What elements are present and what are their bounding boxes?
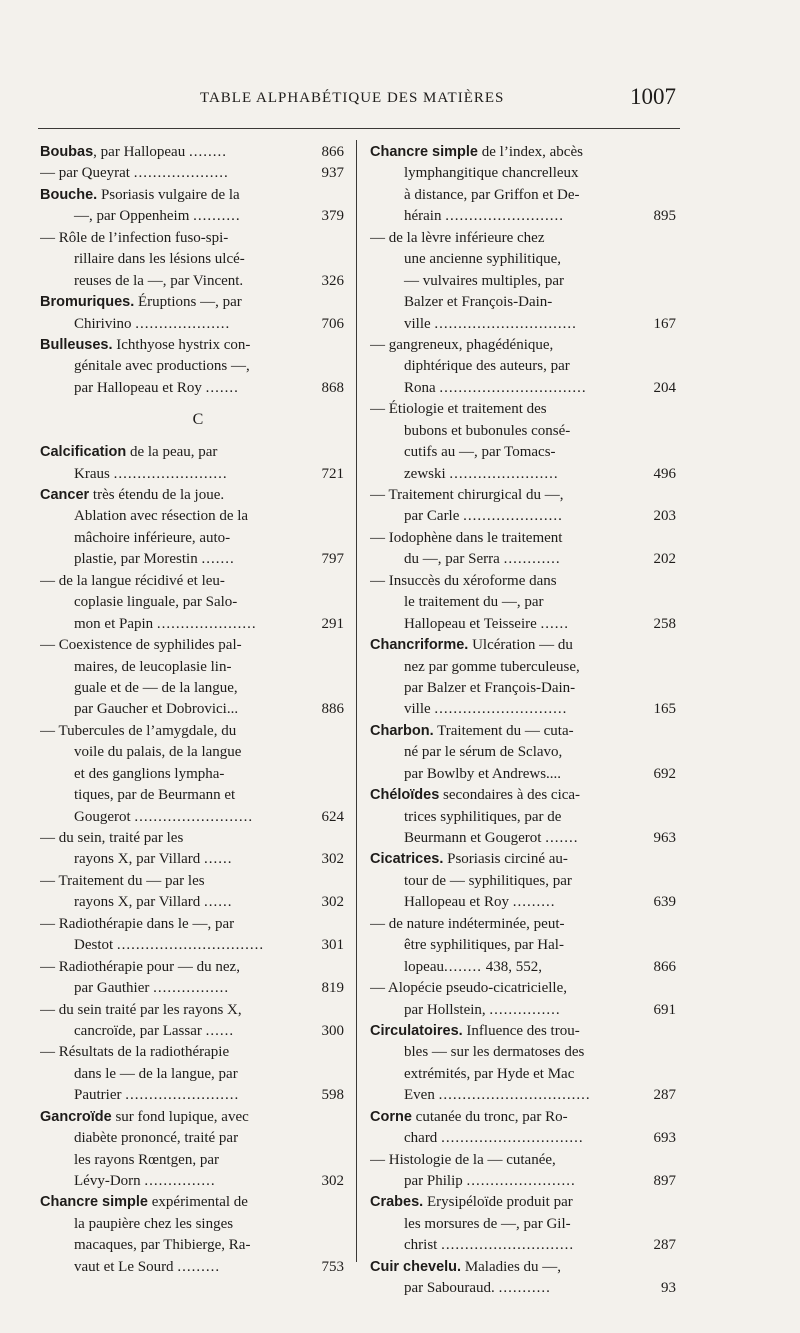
- section-letter-heading: C: [192, 411, 204, 429]
- page-ref: 963: [650, 828, 677, 849]
- entry-text: extrémités, par Hyde et Mac: [404, 1065, 575, 1082]
- entry-text: guale et de — de la langue,: [74, 679, 238, 696]
- index-entry-line: [370, 292, 678, 313]
- entry-text: sur fond lupique, avec: [111, 1108, 249, 1125]
- index-entry-line: ville ............................ 165: [370, 699, 678, 720]
- index-entry-line: [370, 978, 678, 999]
- index-entry-line: [40, 1042, 346, 1063]
- index-entry-line: vaut et Le Sourd ......... 753: [40, 1257, 346, 1278]
- entry-text: secondaires à des cica-: [439, 787, 581, 804]
- index-entry-line: —, par Oppenheim .......... 379: [40, 206, 346, 227]
- entry-text: Balzer et François-Dain-: [404, 294, 553, 311]
- index-entry-line: par Sabouraud. ........... 93: [370, 1278, 678, 1299]
- running-title: TABLE ALPHABÉTIQUE DES MATIÈRES: [200, 90, 505, 106]
- index-entry-line: Even ................................ 287: [370, 1085, 678, 1106]
- index-entry-line: [370, 1257, 678, 1278]
- page-ref: 165: [650, 699, 677, 720]
- entry-text: par Philip: [404, 1173, 463, 1189]
- index-entry-line: [370, 1107, 678, 1128]
- index-entry-line: [370, 914, 678, 935]
- entry-text: du —, par Serra: [404, 551, 500, 568]
- index-entry-line: [370, 399, 678, 420]
- index-entry-line: [370, 1042, 678, 1063]
- index-headword: Charbon.: [370, 722, 434, 739]
- index-entry-line: [370, 764, 678, 785]
- entry-text: — Rôle de l’infection fuso-spi-: [40, 229, 229, 246]
- index-entry-line: [40, 828, 346, 849]
- index-entry-line: lopeau........ 438, 552, 866: [370, 957, 678, 978]
- index-entry-line: [370, 592, 678, 613]
- entry-text: Lévy-Dorn: [74, 1173, 141, 1190]
- entry-text: diphtérique des auteurs, par: [404, 358, 570, 375]
- index-headword: Chancriforme.: [370, 637, 469, 654]
- entry-text: — gangreneux, phagédénique,: [370, 336, 554, 353]
- page-ref: 287: [650, 1085, 677, 1106]
- index-entry-line: [370, 807, 678, 828]
- entry-text: — Radiothérapie pour — du nez,: [40, 958, 240, 975]
- entry-text: — Étiologie et traitement des: [370, 401, 547, 418]
- entry-text: tiques, par de Beurmann et: [74, 787, 236, 804]
- index-entry-line: [40, 1192, 346, 1213]
- entry-text: hérain: [404, 208, 442, 225]
- index-entry-line: [370, 849, 678, 870]
- index-entry-line: [370, 871, 678, 892]
- entry-text: — par Queyrat: [40, 165, 130, 182]
- entry-text: Maladies du —,: [461, 1258, 562, 1275]
- index-entry-line: [370, 635, 678, 656]
- index-entry-line: mon et Papin ..................... 291: [40, 614, 346, 635]
- entry-text: Destot: [74, 937, 114, 954]
- entry-text: expérimental de: [148, 1194, 248, 1211]
- page-ref: 287: [650, 1235, 677, 1256]
- index-entry-line: ville .............................. 167: [370, 314, 678, 335]
- entry-text: Rona: [404, 379, 436, 396]
- index-entry-line: rayons X, par Villard ...... 302: [40, 849, 346, 870]
- entry-text: la paupière chez les singes: [74, 1215, 234, 1232]
- page-ref: 301: [318, 935, 345, 956]
- index-entry-line: [40, 957, 346, 978]
- page-ref: 291: [318, 614, 345, 635]
- page-ref-extra: 438, 552,: [485, 958, 542, 975]
- index-entry-line: [370, 571, 678, 592]
- entry-text: — Alopécie pseudo-cicatricielle,: [370, 980, 567, 997]
- entry-text: —, par Oppenheim: [74, 208, 190, 225]
- index-entry-line: [370, 421, 678, 442]
- entry-text: par Carle: [404, 508, 460, 525]
- index-headword: Crabes.: [370, 1194, 424, 1211]
- entry-text: zewski: [404, 465, 446, 482]
- entry-text: nez par gomme tuberculeuse,: [404, 658, 580, 675]
- index-entry-line: [370, 163, 678, 184]
- index-entry-line: par Hollstein, ............... 691: [370, 1000, 678, 1021]
- index-entry-line: [370, 1150, 678, 1171]
- page-ref: 167: [650, 314, 677, 335]
- entry-text: les rayons Rœntgen, par: [74, 1151, 219, 1168]
- entry-text: Pautrier: [74, 1087, 122, 1104]
- entry-text: rayons X, par Villard: [74, 894, 201, 911]
- entry-text: par Bowlby et Andrews....: [404, 765, 562, 782]
- entry-text: né par le sérum de Sclavo,: [404, 744, 563, 761]
- entry-text: bles — sur les dermatoses des: [404, 1044, 585, 1061]
- index-entry-line: [40, 764, 346, 785]
- index-headword: Circulatoires.: [370, 1022, 463, 1039]
- entry-text: les morsures de —, par Gil-: [404, 1215, 571, 1232]
- entry-text: par Gaucher et Dobrovici...: [74, 701, 239, 718]
- index-entry-line: par Philip ....................... 897: [370, 1171, 678, 1192]
- entry-text: très étendu de la joue.: [89, 487, 225, 504]
- entry-text: cutanée du tronc, par Ro-: [411, 1108, 568, 1125]
- index-entry-line: [40, 1214, 346, 1235]
- page-ref: 753: [318, 1257, 345, 1278]
- index-entry-line: [370, 249, 678, 270]
- entry-text: — Radiothérapie dans le —, par: [40, 915, 235, 932]
- entry-text: Hallopeau et Teisseire: [404, 615, 537, 632]
- index-headword: Bouche.: [40, 186, 98, 203]
- page-ref: 937: [318, 163, 345, 184]
- index-entry-line: [40, 571, 346, 592]
- index-entry-line: [40, 185, 346, 206]
- index-headword: Chancre simple: [370, 144, 478, 160]
- index-entry-line: [40, 1128, 346, 1149]
- entry-text: plastie, par Morestin: [74, 551, 198, 568]
- index-entry-line: chard .............................. 693: [370, 1128, 678, 1149]
- index-entry-line: Boubas, par Hallopeau ........ 866: [40, 142, 346, 163]
- page-ref: 721: [318, 464, 345, 485]
- entry-text: — Traitement du — par les: [40, 872, 205, 889]
- entry-text: coplasie linguale, par Salo-: [74, 594, 238, 611]
- entry-text: Traitement du — cuta-: [433, 722, 574, 739]
- entry-text: Éruptions —, par: [134, 294, 242, 311]
- entry-text: lymphangitique chancrelleux: [404, 165, 579, 182]
- entry-text: macaques, par Thibierge, Ra-: [74, 1237, 251, 1254]
- index-entry-line: [40, 699, 346, 720]
- index-entry-line: plastie, par Morestin ....... 797: [40, 549, 346, 570]
- page-ref: 706: [318, 314, 345, 335]
- index-entry-line: par Hallopeau et Roy ....... 868: [40, 378, 346, 399]
- page-ref: 797: [318, 549, 345, 570]
- entry-text: chard: [404, 1130, 438, 1147]
- entry-text: Kraus: [74, 465, 110, 482]
- index-headword: Bulleuses.: [40, 336, 113, 353]
- index-entry-line: [40, 442, 346, 463]
- entry-text: — du sein, traité par les: [40, 830, 184, 847]
- page-ref: 866: [318, 142, 345, 163]
- index-entry-line: Destot ............................... 301: [40, 935, 346, 956]
- index-entry-line: zewski ....................... 496: [370, 464, 678, 485]
- index-entry-line: [370, 271, 678, 292]
- entry-text: Erysipéloïde produit par: [423, 1194, 573, 1211]
- page-ref: 258: [650, 614, 677, 635]
- index-headword: Gancroïde: [40, 1108, 112, 1125]
- index-headword: Chéloïdes: [370, 787, 440, 804]
- index-entry-line: [40, 249, 346, 270]
- entry-text: par Balzer et François-Dain-: [404, 679, 576, 696]
- entry-text: Influence des trou-: [462, 1022, 580, 1039]
- index-entry-line: [370, 485, 678, 506]
- page-number: 1007: [630, 84, 676, 109]
- page-ref: 203: [650, 506, 677, 527]
- page-ref: 897: [650, 1171, 677, 1192]
- index-entry-line: [40, 871, 346, 892]
- entry-text: trices syphilitiques, par de: [404, 808, 562, 825]
- index-entry-line: [370, 657, 678, 678]
- entry-text: le traitement du —, par: [404, 594, 544, 611]
- entry-text: bubons et bubonules consé-: [404, 422, 571, 439]
- index-entry-line: [370, 785, 678, 806]
- index-headword: Cicatrices.: [370, 851, 444, 868]
- index-entry-line: [40, 292, 346, 313]
- index-entry-line: [40, 1064, 346, 1085]
- index-entry-line: [370, 335, 678, 356]
- index-entry-line: [40, 592, 346, 613]
- entry-text: de la peau, par: [126, 444, 218, 461]
- entry-text: christ: [404, 1237, 438, 1254]
- entry-text: et des ganglions lympha-: [74, 765, 225, 782]
- index-entry-line: Chirivino .................... 706: [40, 314, 346, 335]
- entry-text: Ulcération — du: [468, 637, 573, 654]
- page-ref: 639: [650, 892, 677, 913]
- index-entry-line: [40, 356, 346, 377]
- entry-text: — du sein traité par les rayons X,: [40, 1001, 242, 1018]
- page-ref: 866: [650, 957, 677, 978]
- index-entry-line: [370, 1064, 678, 1085]
- index-entry-line: Pautrier ........................ 598: [40, 1085, 346, 1106]
- page-ref: 204: [650, 378, 677, 399]
- index-entry-line: [370, 185, 678, 206]
- entry-text: mâchoire inférieure, auto-: [74, 529, 231, 546]
- page-ref: 819: [318, 978, 345, 999]
- entry-text: par Gauthier: [74, 980, 150, 997]
- page-ref: 496: [650, 464, 677, 485]
- entry-text: Hallopeau et Roy: [404, 894, 509, 911]
- index-headword: Corne: [370, 1108, 412, 1125]
- index-entry-line: [370, 1021, 678, 1042]
- page-ref: 693: [650, 1128, 677, 1149]
- index-headword: Bromuriques.: [40, 294, 135, 311]
- right-column: [370, 142, 678, 1300]
- entry-text: tour de — syphilitiques, par: [404, 872, 572, 889]
- index-entry-line: rayons X, par Villard ...... 302: [40, 892, 346, 913]
- page-ref: 868: [318, 378, 345, 399]
- entry-text: Psoriasis vulgaire de la: [97, 186, 240, 203]
- page-ref: 692: [650, 764, 677, 785]
- entry-text: — Iodophène dans le traitement: [370, 529, 563, 546]
- index-entry-line: [40, 742, 346, 763]
- index-entry-line: [370, 742, 678, 763]
- entry-text: par Sabouraud.: [404, 1280, 495, 1297]
- entry-text: Psoriasis circiné au-: [443, 851, 568, 868]
- index-entry-line: Lévy-Dorn ............... 302: [40, 1171, 346, 1192]
- index-entry-line: [40, 1107, 346, 1128]
- entry-text: — de la lèvre inférieure chez: [370, 229, 545, 246]
- index-headword: Chancre simple: [40, 1194, 148, 1211]
- page-ref: 691: [650, 1000, 677, 1021]
- index-entry-line: [370, 142, 678, 163]
- index-entry-line: [40, 1150, 346, 1171]
- entry-text: rayons X, par Villard: [74, 851, 201, 868]
- entry-text: mon et Papin: [74, 615, 154, 632]
- entry-text: ville: [404, 701, 431, 718]
- entry-text: être syphilitiques, par Hal-: [404, 937, 564, 954]
- index-entry-line: [370, 1192, 678, 1213]
- page-ref: 379: [318, 206, 345, 227]
- index-entry-line: Hallopeau et Roy ......... 639: [370, 892, 678, 913]
- entry-text: génitale avec productions —,: [74, 358, 250, 375]
- index-headword: Calcification: [40, 444, 127, 461]
- entry-text: — vulvaires multiples, par: [404, 272, 564, 289]
- index-entry-line: par Carle ..................... 203: [370, 506, 678, 527]
- entry-text: cutifs au —, par Tomacs-: [404, 444, 556, 461]
- column-divider: [356, 140, 357, 1262]
- index-entry-line: [40, 657, 346, 678]
- entry-text: — Traitement chirurgical du —,: [370, 487, 564, 503]
- index-headword: Cuir chevelu.: [370, 1258, 462, 1275]
- index-entry-line: [370, 678, 678, 699]
- index-entry-line: Gougerot ......................... 624: [40, 807, 346, 828]
- index-entry-line: [370, 228, 678, 249]
- entry-text: Ablation avec résection de la: [74, 508, 249, 525]
- index-entry-line: [370, 721, 678, 742]
- page-ref: 598: [318, 1085, 345, 1106]
- index-entry-line: [370, 356, 678, 377]
- index-entry-line: [40, 914, 346, 935]
- page-ref: 93: [657, 1278, 676, 1299]
- entry-text: par Hollstein,: [404, 1001, 486, 1018]
- entry-text: Chirivino: [74, 315, 132, 332]
- entry-text: voile du palais, de la langue: [74, 744, 242, 761]
- index-headword: Cancer: [40, 487, 90, 504]
- entry-text: par Hallopeau et Roy: [74, 379, 202, 396]
- index-entry-line: [370, 528, 678, 549]
- entry-text: lopeau: [404, 958, 444, 975]
- entry-text: — de la langue récidivé et leu-: [40, 572, 225, 589]
- page-ref: 886: [318, 699, 345, 720]
- index-entry-line: [40, 1000, 346, 1021]
- index-entry-line: [40, 678, 346, 699]
- entry-text: dans le — de la langue, par: [74, 1065, 238, 1082]
- header-rule: [38, 128, 680, 129]
- index-entry-line: Hallopeau et Teisseire ...... 258: [370, 614, 678, 635]
- entry-text: — Insuccès du xéroforme dans: [370, 572, 557, 589]
- index-entry-line: Kraus ........................ 721: [40, 464, 346, 485]
- index-entry-line: [40, 335, 346, 356]
- entry-text: — de nature indéterminée, peut-: [370, 915, 565, 932]
- index-entry-line: [40, 485, 346, 506]
- index-entry-line: Beurmann et Gougerot ....... 963: [370, 828, 678, 849]
- index-entry-line: [370, 1214, 678, 1235]
- entry-text: diabète prononcé, traité par: [74, 1130, 239, 1147]
- index-entry-line: par Gauthier ................ 819: [40, 978, 346, 999]
- index-headword: Boubas: [40, 144, 94, 160]
- index-entry-line: [40, 228, 346, 249]
- page-header: [40, 84, 680, 116]
- entry-text: maires, de leucoplasie lin-: [74, 658, 232, 675]
- index-entry-line: [40, 1235, 346, 1256]
- entry-text: rillaire dans les lésions ulcé-: [74, 251, 245, 268]
- entry-text: vaut et Le Sourd: [74, 1258, 174, 1275]
- index-entry-line: cancroïde, par Lassar ...... 300: [40, 1021, 346, 1042]
- index-entry-line: [370, 442, 678, 463]
- page-ref: 300: [318, 1021, 345, 1042]
- index-entry-line: [40, 721, 346, 742]
- left-column: [40, 142, 346, 1278]
- index-entry-line: Rona ............................... 204: [370, 378, 678, 399]
- index-entry-line: [40, 506, 346, 527]
- entry-text: de l’index, abcès: [478, 144, 583, 160]
- page-ref: 302: [318, 1171, 345, 1192]
- index-entry-line: [40, 785, 346, 806]
- page-ref: 302: [318, 892, 345, 913]
- entry-text: reuses de la —, par Vincent.: [74, 272, 244, 289]
- index-entry-line: — par Queyrat .................... 937: [40, 163, 346, 184]
- index-entry-line: [40, 635, 346, 656]
- entry-text: cancroïde, par Lassar: [74, 1022, 202, 1039]
- entry-text: — Coexistence de syphilides pal-: [40, 637, 242, 654]
- entry-text: Even: [404, 1087, 435, 1104]
- entry-text: Ichthyose hystrix con-: [112, 336, 251, 353]
- index-entry-line: [370, 935, 678, 956]
- entry-text: Beurmann et Gougerot: [404, 830, 542, 846]
- entry-text: à distance, par Griffon et De-: [404, 186, 580, 203]
- entry-text: une ancienne syphilitique,: [404, 251, 562, 268]
- index-entry-line: christ ............................ 287: [370, 1235, 678, 1256]
- index-entry-line: [40, 271, 346, 292]
- entry-text: ville: [404, 315, 431, 332]
- index-entry-line: [40, 528, 346, 549]
- entry-text: — Résultats de la radiothérapie: [40, 1044, 230, 1061]
- index-entry-line: du —, par Serra ............ 202: [370, 549, 678, 570]
- entry-text: — Histologie de la — cutanée,: [370, 1151, 556, 1168]
- entry-text: Gougerot: [74, 808, 131, 825]
- page-ref: 302: [318, 849, 345, 870]
- page-ref: 895: [650, 206, 677, 227]
- entry-text: — Tubercules de l’amygdale, du: [40, 722, 237, 739]
- entry-text: , par Hallopeau: [93, 144, 186, 160]
- page-ref: 326: [318, 271, 345, 292]
- page-ref: 624: [318, 807, 345, 828]
- index-entry-line: hérain ......................... 895: [370, 206, 678, 227]
- page-ref: 202: [650, 549, 677, 570]
